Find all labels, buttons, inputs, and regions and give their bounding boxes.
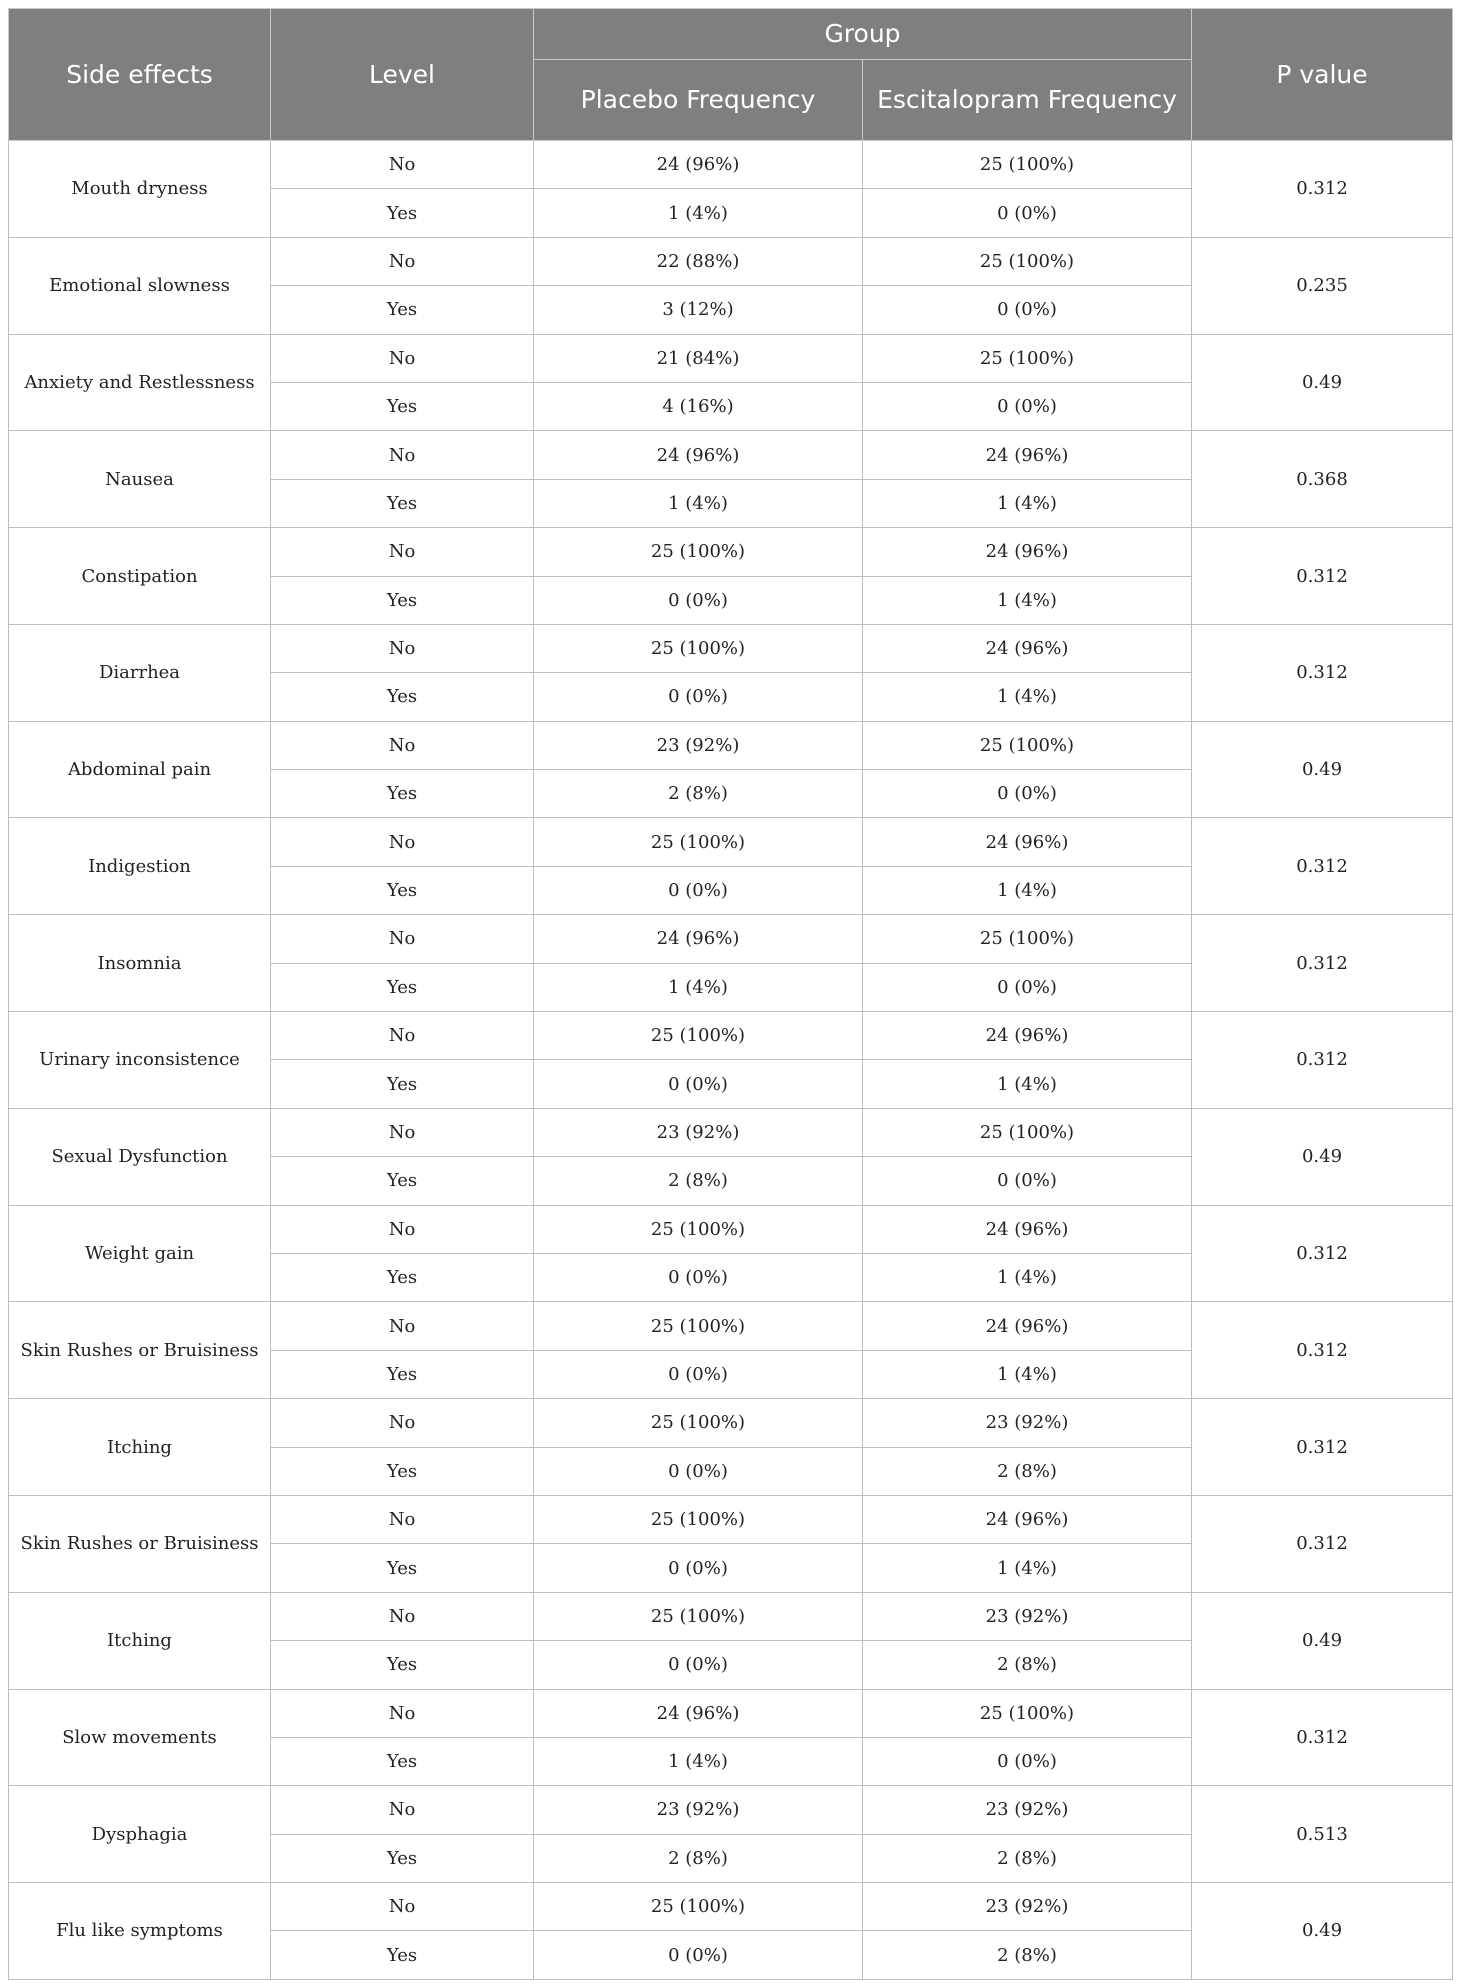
side-effect-name: Dysphagia <box>9 1786 271 1883</box>
level-cell: Yes <box>271 963 534 1011</box>
level-cell: No <box>271 1495 534 1543</box>
level-cell: Yes <box>271 286 534 334</box>
p-value-cell: 0.235 <box>1192 237 1453 334</box>
placebo-frequency-cell: 0 (0%) <box>534 866 863 914</box>
side-effect-name: Sexual Dysfunction <box>9 1108 271 1205</box>
escitalopram-frequency-cell: 2 (8%) <box>863 1834 1192 1882</box>
placebo-frequency-cell: 2 (8%) <box>534 1834 863 1882</box>
table-row <box>9 1495 1453 1543</box>
escitalopram-frequency-cell: 25 (100%) <box>863 915 1192 963</box>
escitalopram-frequency-cell: 1 (4%) <box>863 866 1192 914</box>
p-value-cell: 0.312 <box>1192 624 1453 721</box>
placebo-frequency-cell: 4 (16%) <box>534 382 863 430</box>
placebo-frequency-cell: 0 (0%) <box>534 1060 863 1108</box>
p-value-cell: 0.49 <box>1192 334 1453 431</box>
escitalopram-frequency-cell: 1 (4%) <box>863 1060 1192 1108</box>
side-effect-name: Skin Rushes or Bruisiness <box>9 1302 271 1399</box>
level-cell: Yes <box>271 382 534 430</box>
placebo-frequency-cell: 0 (0%) <box>534 1544 863 1592</box>
side-effect-name: Itching <box>9 1399 271 1496</box>
level-cell: Yes <box>271 1544 534 1592</box>
placebo-frequency-cell: 24 (96%) <box>534 431 863 479</box>
escitalopram-frequency-cell: 2 (8%) <box>863 1931 1192 1979</box>
placebo-frequency-cell: 0 (0%) <box>534 1253 863 1301</box>
table-row <box>9 818 1453 866</box>
side-effect-name: Itching <box>9 1592 271 1689</box>
header-side-effects: Side effects <box>9 9 271 141</box>
placebo-frequency-cell: 1 (4%) <box>534 1737 863 1785</box>
table-row <box>9 915 1453 963</box>
table-row <box>9 624 1453 672</box>
escitalopram-frequency-cell: 2 (8%) <box>863 1641 1192 1689</box>
side-effects-table-container <box>8 8 1452 1980</box>
placebo-frequency-cell: 24 (96%) <box>534 915 863 963</box>
level-cell: No <box>271 1786 534 1834</box>
placebo-frequency-cell: 23 (92%) <box>534 721 863 769</box>
level-cell: Yes <box>271 673 534 721</box>
p-value-cell: 0.368 <box>1192 431 1453 528</box>
table-row <box>9 1108 1453 1156</box>
p-value-cell: 0.312 <box>1192 818 1453 915</box>
level-cell: No <box>271 528 534 576</box>
escitalopram-frequency-cell: 1 (4%) <box>863 673 1192 721</box>
placebo-frequency-cell: 3 (12%) <box>534 286 863 334</box>
placebo-frequency-cell: 25 (100%) <box>534 1883 863 1931</box>
side-effect-name: Constipation <box>9 528 271 625</box>
level-cell: Yes <box>271 1834 534 1882</box>
level-cell: No <box>271 721 534 769</box>
table-row <box>9 237 1453 285</box>
placebo-frequency-cell: 0 (0%) <box>534 1447 863 1495</box>
escitalopram-frequency-cell: 0 (0%) <box>863 382 1192 430</box>
level-cell: No <box>271 1302 534 1350</box>
escitalopram-frequency-cell: 23 (92%) <box>863 1592 1192 1640</box>
table-header <box>9 9 1453 141</box>
side-effect-name: Indigestion <box>9 818 271 915</box>
side-effect-name: Flu like symptoms <box>9 1883 271 1980</box>
placebo-frequency-cell: 25 (100%) <box>534 1012 863 1060</box>
table-row <box>9 528 1453 576</box>
level-cell: No <box>271 141 534 189</box>
p-value-cell: 0.49 <box>1192 1592 1453 1689</box>
p-value-cell: 0.312 <box>1192 528 1453 625</box>
escitalopram-frequency-cell: 24 (96%) <box>863 1302 1192 1350</box>
side-effect-name: Diarrhea <box>9 624 271 721</box>
level-cell: No <box>271 1592 534 1640</box>
escitalopram-frequency-cell: 25 (100%) <box>863 721 1192 769</box>
level-cell: No <box>271 818 534 866</box>
header-p-value: P value <box>1192 9 1453 141</box>
table-row <box>9 1205 1453 1253</box>
placebo-frequency-cell: 25 (100%) <box>534 818 863 866</box>
escitalopram-frequency-cell: 24 (96%) <box>863 1012 1192 1060</box>
escitalopram-frequency-cell: 0 (0%) <box>863 963 1192 1011</box>
placebo-frequency-cell: 1 (4%) <box>534 479 863 527</box>
escitalopram-frequency-cell: 2 (8%) <box>863 1447 1192 1495</box>
level-cell: No <box>271 1108 534 1156</box>
p-value-cell: 0.49 <box>1192 721 1453 818</box>
table-row <box>9 141 1453 189</box>
escitalopram-frequency-cell: 1 (4%) <box>863 1544 1192 1592</box>
p-value-cell: 0.312 <box>1192 1012 1453 1109</box>
placebo-frequency-cell: 21 (84%) <box>534 334 863 382</box>
level-cell: Yes <box>271 1253 534 1301</box>
placebo-frequency-cell: 23 (92%) <box>534 1108 863 1156</box>
side-effects-table <box>8 8 1453 1980</box>
escitalopram-frequency-cell: 24 (96%) <box>863 624 1192 672</box>
escitalopram-frequency-cell: 25 (100%) <box>863 334 1192 382</box>
escitalopram-frequency-cell: 25 (100%) <box>863 141 1192 189</box>
placebo-frequency-cell: 0 (0%) <box>534 673 863 721</box>
placebo-frequency-cell: 25 (100%) <box>534 1495 863 1543</box>
placebo-frequency-cell: 25 (100%) <box>534 1205 863 1253</box>
table-row <box>9 1786 1453 1834</box>
escitalopram-frequency-cell: 0 (0%) <box>863 286 1192 334</box>
level-cell: No <box>271 237 534 285</box>
level-cell: Yes <box>271 576 534 624</box>
side-effect-name: Slow movements <box>9 1689 271 1786</box>
header-level: Level <box>271 9 534 141</box>
side-effect-name: Abdominal pain <box>9 721 271 818</box>
placebo-frequency-cell: 0 (0%) <box>534 1931 863 1979</box>
table-row <box>9 431 1453 479</box>
placebo-frequency-cell: 0 (0%) <box>534 1350 863 1398</box>
placebo-frequency-cell: 24 (96%) <box>534 1689 863 1737</box>
escitalopram-frequency-cell: 25 (100%) <box>863 1108 1192 1156</box>
escitalopram-frequency-cell: 24 (96%) <box>863 818 1192 866</box>
escitalopram-frequency-cell: 23 (92%) <box>863 1786 1192 1834</box>
p-value-cell: 0.312 <box>1192 1399 1453 1496</box>
escitalopram-frequency-cell: 24 (96%) <box>863 1495 1192 1543</box>
p-value-cell: 0.312 <box>1192 141 1453 238</box>
side-effect-name: Emotional slowness <box>9 237 271 334</box>
escitalopram-frequency-cell: 25 (100%) <box>863 1689 1192 1737</box>
level-cell: No <box>271 1012 534 1060</box>
level-cell: Yes <box>271 1447 534 1495</box>
escitalopram-frequency-cell: 24 (96%) <box>863 431 1192 479</box>
escitalopram-frequency-cell: 25 (100%) <box>863 237 1192 285</box>
escitalopram-frequency-cell: 1 (4%) <box>863 576 1192 624</box>
level-cell: Yes <box>271 866 534 914</box>
p-value-cell: 0.312 <box>1192 1495 1453 1592</box>
escitalopram-frequency-cell: 0 (0%) <box>863 1157 1192 1205</box>
level-cell: No <box>271 1399 534 1447</box>
table-row <box>9 1689 1453 1737</box>
header-placebo-frequency: Placebo Frequency <box>534 60 863 141</box>
side-effect-name: Anxiety and Restlessness <box>9 334 271 431</box>
p-value-cell: 0.513 <box>1192 1786 1453 1883</box>
p-value-cell: 0.312 <box>1192 1689 1453 1786</box>
placebo-frequency-cell: 25 (100%) <box>534 624 863 672</box>
header-group: Group <box>534 9 1192 60</box>
level-cell: No <box>271 1689 534 1737</box>
p-value-cell: 0.49 <box>1192 1108 1453 1205</box>
level-cell: Yes <box>271 770 534 818</box>
table-body <box>9 141 1453 1980</box>
escitalopram-frequency-cell: 0 (0%) <box>863 1737 1192 1785</box>
placebo-frequency-cell: 24 (96%) <box>534 141 863 189</box>
escitalopram-frequency-cell: 1 (4%) <box>863 1350 1192 1398</box>
placebo-frequency-cell: 25 (100%) <box>534 1302 863 1350</box>
table-row <box>9 1399 1453 1447</box>
level-cell: No <box>271 431 534 479</box>
table-row <box>9 1012 1453 1060</box>
level-cell: Yes <box>271 1931 534 1979</box>
header-row-1 <box>9 9 1453 60</box>
escitalopram-frequency-cell: 0 (0%) <box>863 770 1192 818</box>
escitalopram-frequency-cell: 1 (4%) <box>863 1253 1192 1301</box>
escitalopram-frequency-cell: 24 (96%) <box>863 1205 1192 1253</box>
placebo-frequency-cell: 25 (100%) <box>534 528 863 576</box>
header-escitalopram-frequency: Escitalopram Frequency <box>863 60 1192 141</box>
placebo-frequency-cell: 1 (4%) <box>534 189 863 237</box>
placebo-frequency-cell: 25 (100%) <box>534 1399 863 1447</box>
escitalopram-frequency-cell: 0 (0%) <box>863 189 1192 237</box>
table-row <box>9 1592 1453 1640</box>
side-effect-name: Insomnia <box>9 915 271 1012</box>
placebo-frequency-cell: 25 (100%) <box>534 1592 863 1640</box>
escitalopram-frequency-cell: 24 (96%) <box>863 528 1192 576</box>
side-effect-name: Skin Rushes or Bruisiness <box>9 1495 271 1592</box>
level-cell: Yes <box>271 1060 534 1108</box>
escitalopram-frequency-cell: 23 (92%) <box>863 1883 1192 1931</box>
placebo-frequency-cell: 2 (8%) <box>534 770 863 818</box>
side-effect-name: Weight gain <box>9 1205 271 1302</box>
table-row <box>9 1883 1453 1931</box>
escitalopram-frequency-cell: 1 (4%) <box>863 479 1192 527</box>
p-value-cell: 0.312 <box>1192 1205 1453 1302</box>
escitalopram-frequency-cell: 23 (92%) <box>863 1399 1192 1447</box>
level-cell: Yes <box>271 1350 534 1398</box>
p-value-cell: 0.312 <box>1192 915 1453 1012</box>
placebo-frequency-cell: 0 (0%) <box>534 1641 863 1689</box>
level-cell: No <box>271 1205 534 1253</box>
level-cell: Yes <box>271 189 534 237</box>
level-cell: No <box>271 1883 534 1931</box>
level-cell: No <box>271 915 534 963</box>
level-cell: No <box>271 334 534 382</box>
p-value-cell: 0.312 <box>1192 1302 1453 1399</box>
placebo-frequency-cell: 22 (88%) <box>534 237 863 285</box>
level-cell: Yes <box>271 1157 534 1205</box>
level-cell: No <box>271 624 534 672</box>
placebo-frequency-cell: 2 (8%) <box>534 1157 863 1205</box>
level-cell: Yes <box>271 1737 534 1785</box>
side-effect-name: Mouth dryness <box>9 141 271 238</box>
table-row <box>9 721 1453 769</box>
table-row <box>9 1302 1453 1350</box>
table-row <box>9 334 1453 382</box>
placebo-frequency-cell: 23 (92%) <box>534 1786 863 1834</box>
level-cell: Yes <box>271 1641 534 1689</box>
side-effect-name: Nausea <box>9 431 271 528</box>
placebo-frequency-cell: 1 (4%) <box>534 963 863 1011</box>
level-cell: Yes <box>271 479 534 527</box>
side-effect-name: Urinary inconsistence <box>9 1012 271 1109</box>
placebo-frequency-cell: 0 (0%) <box>534 576 863 624</box>
p-value-cell: 0.49 <box>1192 1883 1453 1980</box>
